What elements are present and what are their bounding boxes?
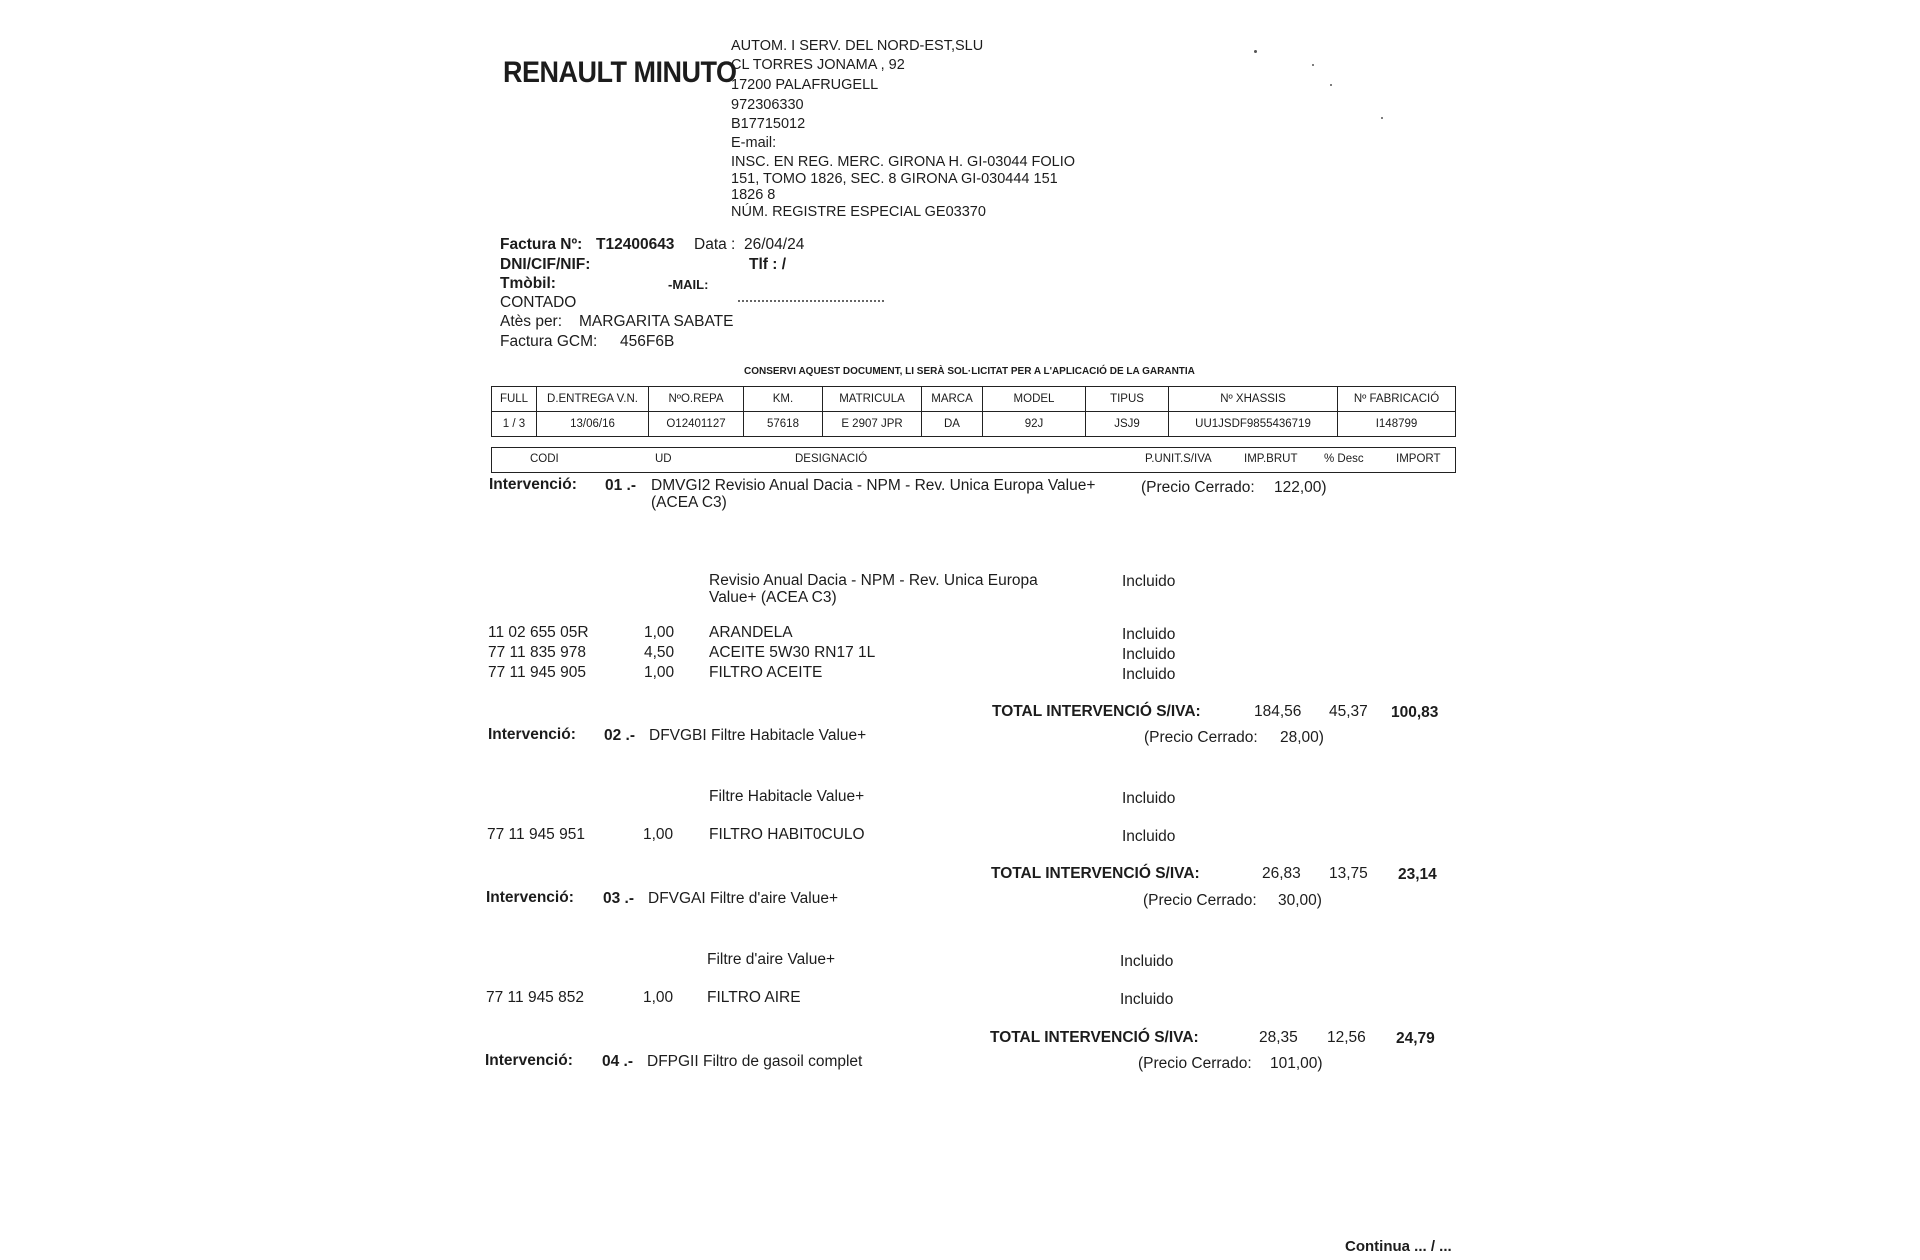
intervention-2-total-discount: 13,75 [1329,865,1368,882]
col-km: KM. [744,387,823,412]
intervention-1-pack-line2: Value+ (ACEA C3) [709,589,837,606]
intervention-1-price: 122,00) [1274,479,1327,496]
gcm-invoice: 456F6B [620,333,675,350]
intervention-2-price: 28,00) [1280,729,1324,746]
cell-type: JSJ9 [1086,412,1169,437]
intervention-2-pack-status: Incluido [1122,790,1176,807]
intervention-2-description: DFVGBI Filtre Habitacle Value+ [649,727,867,744]
col-manufacture: Nº FABRICACIÓ [1338,387,1456,412]
intervention-2-price-label: (Precio Cerrado: [1144,729,1258,746]
intervention-3-total-label: TOTAL INTERVENCIÓ S/IVA: [990,1029,1199,1046]
intervention-3-total-import: 24,79 [1396,1030,1435,1047]
phone-label: Tlf : / [749,256,787,273]
intervention-1-total-discount: 45,37 [1329,703,1368,720]
vehicle-table-header [492,387,1456,412]
header-gross: IMP.BRUT [1244,453,1298,465]
intervention-3-pack-line1: Filtre d'aire Value+ [707,951,836,968]
intervention-1-total-label: TOTAL INTERVENCIÓ S/IVA: [992,703,1201,720]
renault-minuto-logo: RENAULT MINUTO [503,56,737,89]
company-cif: B17715012 [731,116,806,132]
dni-label: DNI/CIF/NIF: [500,256,591,273]
payment-method: CONTADO [500,294,577,311]
header-unit-price: P.UNIT.S/IVA [1145,453,1212,465]
intervention-3-description: DFVGAI Filtre d'aire Value+ [648,890,839,907]
item-2-1-code: 77 11 945 951 [487,826,585,843]
item-1-1-qty: 1,00 [644,624,675,641]
cell-km: 57618 [744,412,823,437]
item-1-3-qty: 1,00 [644,664,675,681]
company-registry-line4: NÚM. REGISTRE ESPECIAL GE03370 [731,204,986,220]
intervention-3-total-gross: 28,35 [1259,1029,1298,1046]
company-phone: 972306330 [731,97,804,113]
item-1-1-code: 11 02 655 05R [488,624,589,641]
intervention-1-description-2: (ACEA C3) [651,494,727,511]
item-1-2-code: 77 11 835 978 [488,644,586,661]
mobile-label: Tmòbil: [500,275,556,292]
line-items-header [491,447,1456,473]
col-chassis: Nº XHASSIS [1169,387,1338,412]
col-brand: MARCA [922,387,983,412]
intervention-4-number: 04 .- [602,1053,634,1070]
intervention-2-total-label: TOTAL INTERVENCIÓ S/IVA: [991,865,1200,882]
item-1-2-description: ACEITE 5W30 RN17 1L [709,644,876,661]
item-1-2-status: Incluido [1122,646,1176,663]
intervention-3-price: 30,00) [1278,892,1322,909]
invoice-number: T12400643 [596,236,675,253]
item-3-1-qty: 1,00 [643,989,674,1006]
intervention-3-price-label: (Precio Cerrado: [1143,892,1257,909]
header-ud: UD [655,453,672,465]
company-registry-line1: INSC. EN REG. MERC. GIRONA H. GI-03044 FOLIO [731,154,1076,170]
company-email-label: E-mail: [731,135,777,151]
intervention-1-price-label: (Precio Cerrado: [1141,479,1255,496]
intervention-3-label: Intervenció: [486,889,574,906]
intervention-1-total-gross: 184,56 [1254,703,1302,720]
intervention-1-label: Intervenció: [489,476,577,493]
item-1-3-description: FILTRO ACEITE [709,664,823,681]
item-1-1-status: Incluido [1122,626,1176,643]
cell-brand: DA [922,412,983,437]
intervention-2-total-gross: 26,83 [1262,865,1301,882]
intervention-2-number: 02 .- [604,727,636,744]
col-plate: MATRICULA [823,387,922,412]
cell-delivery-date: 13/06/16 [537,412,649,437]
continued-note: Continua ... / ... [1345,1238,1452,1255]
vehicle-table-values [492,412,1456,437]
invoice-date: 26/04/24 [744,236,805,253]
intervention-3-pack-status: Incluido [1120,953,1174,970]
scan-speck [1381,117,1383,119]
col-model: MODEL [983,387,1086,412]
header-designacio: DESIGNACIÓ [795,453,868,465]
company-name: AUTOM. I SERV. DEL NORD-EST,SLU [731,38,984,54]
company-registry-line2: 151, TOMO 1826, SEC. 8 GIRONA GI-030444 151 [731,171,1058,187]
mail-label: -MAIL: [668,277,709,292]
item-3-1-status: Incluido [1120,991,1174,1008]
col-delivery-date: D.ENTREGA V.N. [537,387,649,412]
item-1-3-status: Incluido [1122,666,1176,683]
cell-chassis: UU1JSDF9855436719 [1169,412,1338,437]
intervention-1-description: DMVGI2 Revisio Anual Dacia - NPM - Rev. Unica Europa Value+ [651,477,1096,494]
warranty-notice: CONSERVI AQUEST DOCUMENT, LI SERÀ SOL·LICITAT PER A L'APLICACIÓ DE LA GARANTIA [744,366,1195,377]
item-2-1-status: Incluido [1122,828,1176,845]
company-street: CL TORRES JONAMA , 92 [731,57,905,73]
col-repair-order: NºO.REPA [649,387,744,412]
vehicle-table [491,386,1456,437]
intervention-4-price: 101,00) [1270,1055,1323,1072]
col-full: FULL [492,387,537,412]
intervention-1-pack-status: Incluido [1122,573,1176,590]
item-2-1-qty: 1,00 [643,826,674,843]
item-3-1-description: FILTRO AIRE [707,989,801,1006]
gcm-invoice-label: Factura GCM: [500,333,598,350]
intervention-1-total-import: 100,83 [1391,704,1439,721]
company-city: 17200 PALAFRUGELL [731,77,879,93]
item-1-1-description: ARANDELA [709,624,793,641]
item-3-1-code: 77 11 945 852 [486,989,584,1006]
company-registry-line3: 1826 8 [731,187,776,203]
cell-plate: E 2907 JPR [823,412,922,437]
item-1-3-code: 77 11 945 905 [488,664,586,681]
cell-manufacture: I148799 [1338,412,1456,437]
intervention-2-total-import: 23,14 [1398,866,1437,883]
intervention-4-label: Intervenció: [485,1052,573,1069]
item-1-2-qty: 4,50 [644,644,675,661]
attended-by-label: Atès per: [500,313,563,330]
attended-by: MARGARITA SABATE [579,313,734,330]
intervention-3-number: 03 .- [603,890,635,907]
cell-full: 1 / 3 [492,412,537,437]
invoice-date-label: Data : [694,236,736,253]
invoice-number-label: Factura Nº: [500,236,583,253]
header-import: IMPORT [1396,453,1441,465]
col-type: TIPUS [1086,387,1169,412]
header-discount: % Desc [1324,453,1364,465]
cell-model: 92J [983,412,1086,437]
intervention-2-pack-line1: Filtre Habitacle Value+ [709,788,865,805]
intervention-2-label: Intervenció: [488,726,576,743]
scan-speck [1330,84,1332,86]
intervention-1-pack-line1: Revisio Anual Dacia - NPM - Rev. Unica Europa [709,572,1038,589]
intervention-3-total-discount: 12,56 [1327,1029,1366,1046]
scan-speck [1254,50,1257,53]
intervention-1-number: 01 .- [605,477,637,494]
header-codi: CODI [530,453,559,465]
item-2-1-description: FILTRO HABIT0CULO [709,826,865,843]
intervention-4-price-label: (Precio Cerrado: [1138,1055,1252,1072]
redacted-mark [738,300,884,302]
scan-speck [1312,64,1314,66]
cell-repair-order: O12401127 [649,412,744,437]
intervention-4-description: DFPGII Filtro de gasoil complet [647,1053,863,1070]
